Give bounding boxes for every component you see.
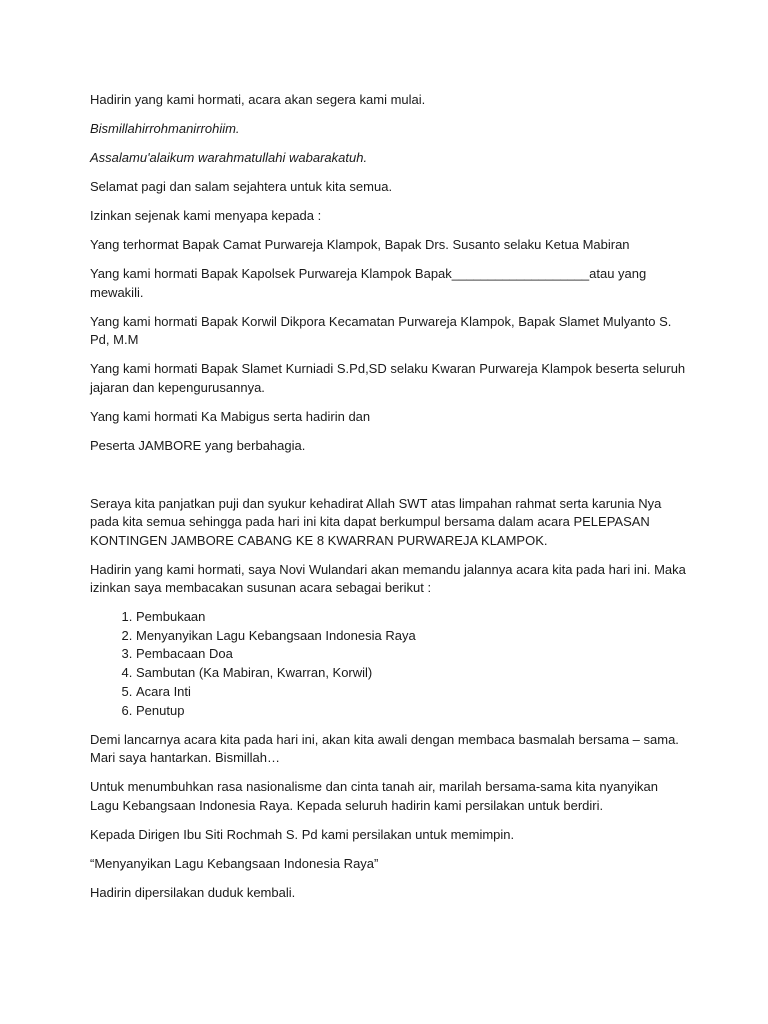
opening-paragraph: Assalamu'alaikum warahmatullahi wabarakatuh. [90,150,368,165]
body-paragraph: Seraya kita panjatkan puji dan syukur kehadirat Allah SWT atas limpahan rahmat serta karunia Nya pada kita semua sehingga pada hari ini kita dapat berkumpul bersama dalam acara PELEPASAN KONTINGEN JAMBORE CABANG KE 8 KWARRAN PURWAREJA KLAMPOK. [90,495,662,548]
opening-paragraph: Yang kami hormati Bapak Korwil Dikpora Kecamatan Purwareja Klampok, Bapak Slamet Mulyanto S. Pd, M.M [90,313,672,347]
opening-paragraph: Hadirin yang kami hormati, acara akan segera kami mulai. [90,92,426,107]
closing-section [90,731,690,903]
agenda-list [90,608,690,720]
agenda-item: 5. Acara Inti [136,683,690,702]
opening-paragraph: Selamat pagi dan salam sejahtera untuk kita semua. [90,179,393,194]
opening-paragraph: Yang kami hormati Bapak Slamet Kurniadi S.Pd,SD selaku Kwaran Purwareja Klampok beserta seluruh jajaran dan kepengurusannya. [90,361,686,395]
opening-section [90,91,690,455]
opening-paragraph: Peserta JAMBORE yang berbahagia. [90,437,306,453]
agenda-item: 6. Penutup [136,702,690,721]
closing-paragraph: “Menyanyikan Lagu Kebangsaan Indonesia Raya” [90,855,379,871]
agenda-item: 2. Menyanyikan Lagu Kebangsaan Indonesia Raya [136,627,690,646]
agenda-item: 3. Pembacaan Doa [136,645,690,664]
opening-paragraph: Yang kami hormati Ka Mabigus serta hadirin dan [90,408,371,424]
opening-paragraph: Bismillahirrohmanirrohiim. [90,121,240,136]
agenda-item: 4. Sambutan (Ka Mabiran, Kwarran, Korwil) [136,664,690,683]
opening-paragraph: Izinkan sejenak kami menyapa kepada : [90,208,322,223]
closing-paragraph: Untuk menumbuhkan rasa nasionalisme dan cinta tanah air, marilah bersama-sama kita nyanyikan Lagu Kebangsaan Indonesia Raya. Kepada seluruh hadirin kami persilakan untuk berdiri. [90,779,658,813]
introduction-section [90,495,690,598]
body-paragraph: Hadirin yang kami hormati, saya Novi Wulandari akan memandu jalannya acara kita pada hari ini. Maka izinkan saya membacakan susunan acara sebagai berikut : [90,561,686,595]
opening-paragraph: Yang kami hormati Bapak Kapolsek Purwareja Klampok Bapak___________________atau yang mewakili. [90,266,647,300]
opening-paragraph: Yang terhormat Bapak Camat Purwareja Klampok, Bapak Drs. Susanto selaku Ketua Mabiran [90,237,630,252]
closing-paragraph: Kepada Dirigen Ibu Siti Rochmah S. Pd kami persilakan untuk memimpin. [90,826,515,842]
closing-paragraph: Demi lancarnya acara kita pada hari ini, akan kita awali dengan membaca basmalah bersama – sama. Mari saya hantarkan. Bismillah… [90,731,679,766]
document-body [90,91,690,913]
closing-paragraph: Hadirin dipersilakan duduk kembali. [90,884,296,900]
agenda-item: 1. Pembukaan [136,608,690,627]
paragraph-gap [90,466,690,495]
